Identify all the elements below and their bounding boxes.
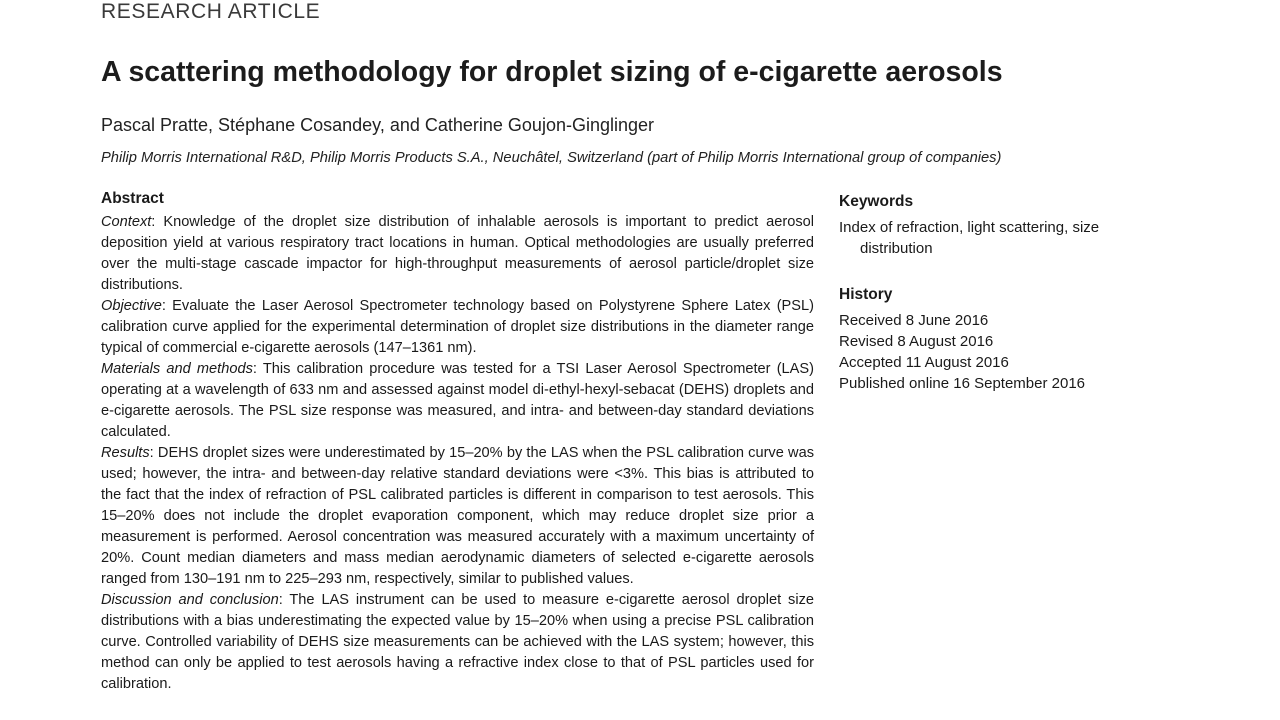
- history-revised: Revised 8 August 2016: [839, 333, 994, 350]
- history-heading: History: [839, 286, 893, 303]
- abstract-context-label: Context: [101, 214, 152, 230]
- abstract-methods-text: : This calibration procedure was tested for a TSI Laser Aerosol Spectrometer (LAS) operating at a wavelength of 633 nm and assessed against model di-ethyl-hexyl-sebacat (DEHS) droplets and e-cigarette aerosols. The PSL size response was measured, and intra- and between-day standard deviations calculated.: [101, 361, 814, 440]
- article-sidebar: [839, 191, 1159, 394]
- abstract-methods: [101, 359, 814, 443]
- history-received: Received 8 June 2016: [839, 312, 989, 329]
- abstract-heading: Abstract: [101, 190, 164, 207]
- abstract-conclusion-text: : The LAS instrument can be used to measure e-cigarette aerosol droplet size distributions with a bias underestimating the expected value by 15–20% when using a precise PSL calibration curve. Controlled variability of DEHS size measurements can be achieved with the LAS system; however, this method can only be applied to test aerosols having a refractive index close to that of PSL particles used for calibration.: [101, 592, 814, 692]
- abstract-objective-text: : Evaluate the Laser Aerosol Spectrometer technology based on Polystyrene Sphere Latex (PSL) calibration curve applied for the experimental determination of droplet size distributions in the diameter range typical of commercial e-cigarette aerosols (147–1361 nm).: [101, 298, 814, 356]
- abstract-context: [101, 212, 814, 296]
- history-published: Published online 16 September 2016: [839, 375, 1086, 392]
- abstract-conclusion: [101, 590, 814, 695]
- abstract-results: [101, 443, 814, 590]
- keywords-section: [839, 191, 1159, 259]
- author-list: Pascal Pratte, Stéphane Cosandey, and Catherine Goujon-Ginglinger: [101, 115, 655, 135]
- keywords-heading: Keywords: [839, 193, 914, 210]
- abstract-body: [101, 212, 814, 695]
- article-title: A scattering methodology for droplet sizing of e-cigarette aerosols: [101, 56, 1003, 88]
- author-affiliation: Philip Morris International R&D, Philip Morris Products S.A., Neuchâtel, Switzerland (part of Philip Morris International group of companies): [101, 150, 1002, 166]
- abstract-objective-label: Objective: [101, 298, 162, 314]
- history-accepted: Accepted 11 August 2016: [839, 354, 1009, 371]
- abstract-methods-label: Materials and methods: [101, 361, 253, 377]
- abstract-conclusion-label: Discussion and conclusion: [101, 592, 279, 608]
- abstract-results-label: Results: [101, 445, 150, 461]
- article-type-label: RESEARCH ARTICLE: [101, 0, 321, 23]
- history-section: [839, 284, 1159, 394]
- keywords-list: Index of refraction, light scattering, size distribution: [839, 219, 1100, 257]
- abstract-results-text: : DEHS droplet sizes were underestimated by 15–20% by the LAS when the PSL calibration curve was used; however, the intra- and between-day relative standard deviations were <3%. This bias is attributed to the fact that the index of refraction of PSL calibrated particles is different in comparison to test aerosols. This 15–20% does not include the droplet evaporation component, which may reduce droplet size prior a measurement is performed. Aerosol concentration was measured accurately with a maximum uncertainty of 20%. Count median diameters and mass median aerodynamic diameters of selected e-cigarette aerosols ranged from 130–191 nm to 225–293 nm, respectively, similar to published values.: [101, 445, 814, 587]
- abstract-objective: [101, 296, 814, 359]
- abstract-section: [101, 188, 814, 695]
- abstract-context-text: : Knowledge of the droplet size distribution of inhalable aerosols is important to predict aerosol deposition yield at various respiratory tract locations in human. Optical methodologies are usually preferred over the multi-stage cascade impactor for high-throughput measurements of aerosol particle/droplet size distributions.: [101, 214, 814, 293]
